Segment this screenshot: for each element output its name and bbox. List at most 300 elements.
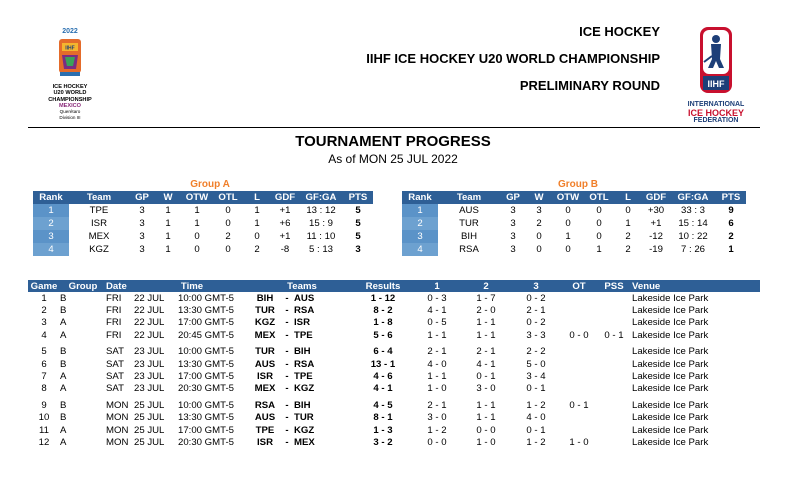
game-sep-cell: - xyxy=(285,346,289,358)
game-game-cell: 3 xyxy=(41,317,47,329)
game-result-cell: 6 - 4 xyxy=(373,346,393,358)
game-time-cell: 13:30 GMT-5 xyxy=(178,305,234,317)
standings-row xyxy=(402,243,746,256)
games-table xyxy=(28,280,760,449)
games-header-cell: PSS xyxy=(596,280,632,292)
game-game-cell: 5 xyxy=(41,346,47,358)
game-ot-cell xyxy=(562,358,596,370)
game-home-cell: AUS xyxy=(254,358,276,370)
game-day-cell: SAT xyxy=(106,358,124,370)
game-p3-cell: 0 - 1 xyxy=(526,383,546,395)
game-venue-cell: Lakeside Ice Park xyxy=(632,358,709,370)
standings-row xyxy=(33,217,373,230)
game-p3-cell: 2 - 1 xyxy=(526,305,546,317)
game-pss-cell xyxy=(596,292,632,304)
standings-cell: 0 xyxy=(625,205,631,216)
game-group-cell: B xyxy=(60,399,67,411)
championship-title: IIHF ICE HOCKEY U20 WORLD CHAMPIONSHIP xyxy=(366,51,660,66)
standings-cell: 3 xyxy=(536,205,542,216)
game-away-cell: BIH xyxy=(294,346,311,358)
game-away-cell: TPE xyxy=(294,329,313,341)
game-p1-cell: 0 - 0 xyxy=(427,436,447,448)
game-venue-cell: Lakeside Ice Park xyxy=(632,371,709,383)
game-p1-cell: 1 - 2 xyxy=(427,424,447,436)
game-game-cell: 1 xyxy=(41,292,47,304)
standings-cell: 2 xyxy=(254,244,260,255)
sport-title: ICE HOCKEY xyxy=(579,24,660,39)
game-day-cell: SAT xyxy=(106,371,124,383)
game-row xyxy=(28,383,760,395)
game-row xyxy=(28,317,760,329)
header-divider xyxy=(28,127,760,128)
group-a-standings xyxy=(33,191,373,256)
game-home-cell: RSA xyxy=(254,399,276,411)
game-ot-cell: 1 - 0 xyxy=(569,436,589,448)
game-date-cell: 22 JUL xyxy=(134,305,165,317)
standings-cell: 0 xyxy=(194,231,200,242)
round-title: PRELIMINARY ROUND xyxy=(519,78,660,93)
game-venue-cell: Lakeside Ice Park xyxy=(632,292,709,304)
standings-cell: 3 xyxy=(510,244,516,255)
standings-cell: ISR xyxy=(91,218,107,229)
standings-cell: 0 xyxy=(225,244,231,255)
game-p2-cell: 1 - 1 xyxy=(476,317,496,329)
game-p3-cell: 0 - 2 xyxy=(526,292,546,304)
game-result-cell: 1 - 3 xyxy=(373,424,393,436)
game-p2-cell: 2 - 1 xyxy=(476,346,496,358)
game-ot-cell: 0 - 0 xyxy=(569,329,589,341)
standings-row xyxy=(402,230,746,243)
standings-cell: 1 xyxy=(625,218,631,229)
standings-cell: 1 xyxy=(165,218,171,229)
event-logo-country: MEXICO xyxy=(58,102,82,109)
event-logo-line: U20 WORLD xyxy=(53,90,87,97)
game-time-cell: 10:00 GMT-5 xyxy=(178,346,234,358)
game-p3-cell: 4 - 0 xyxy=(526,412,546,424)
standings-cell: 3 xyxy=(139,218,145,229)
standings-cell: -8 xyxy=(280,244,290,255)
game-group-cell: B xyxy=(60,358,67,370)
game-game-cell: 2 xyxy=(41,305,47,317)
game-group-cell: B xyxy=(60,305,67,317)
game-p3-cell: 0 - 1 xyxy=(526,424,546,436)
game-p3-cell: 1 - 2 xyxy=(526,399,546,411)
game-p1-cell: 1 - 1 xyxy=(427,329,447,341)
game-home-cell: TUR xyxy=(255,346,275,358)
standings-cell: 3 xyxy=(355,244,361,255)
games-header-cell: Teams xyxy=(250,280,354,292)
standings-cell: 0 xyxy=(225,218,231,229)
game-venue-cell: Lakeside Ice Park xyxy=(632,329,709,341)
game-ot-cell xyxy=(562,424,596,436)
standings-cell: 5 xyxy=(355,218,361,229)
game-home-cell: TPE xyxy=(255,424,275,436)
event-logo-year: 2022 xyxy=(62,28,78,35)
game-p1-cell: 3 - 0 xyxy=(427,412,447,424)
game-pss-cell xyxy=(596,436,632,448)
game-p1-cell: 0 - 3 xyxy=(427,292,447,304)
game-sep-cell: - xyxy=(285,371,289,383)
standings-cell: 0 xyxy=(565,244,571,255)
game-away-cell: RSA xyxy=(294,305,315,317)
standings-header-cell: GF:GA xyxy=(670,191,716,204)
standings-cell: 2 xyxy=(33,217,69,230)
standings-row xyxy=(33,204,373,217)
standings-cell: 1 xyxy=(596,244,602,255)
standings-header-cell: GP xyxy=(129,191,155,204)
game-day-cell: FRI xyxy=(106,317,122,329)
game-pss-cell xyxy=(596,304,632,316)
game-p1-cell: 1 - 1 xyxy=(427,371,447,383)
game-result-cell: 8 - 2 xyxy=(373,305,393,317)
games-header-cell: Time xyxy=(134,280,250,292)
game-ot-cell xyxy=(562,292,596,304)
standings-row xyxy=(402,217,746,230)
game-day-cell: SAT xyxy=(106,346,124,358)
game-result-cell: 5 - 6 xyxy=(373,329,393,341)
game-row xyxy=(28,395,760,411)
game-p2-cell: 1 - 7 xyxy=(476,292,496,304)
game-day-cell: MON xyxy=(106,412,129,424)
game-row xyxy=(28,424,760,436)
game-group-cell: A xyxy=(60,371,67,383)
game-day-cell: MON xyxy=(106,436,129,448)
game-game-cell: 11 xyxy=(39,424,49,436)
page-title: TOURNAMENT PROGRESS xyxy=(295,133,491,150)
standings-cell: 3 xyxy=(139,205,145,216)
game-sep-cell: - xyxy=(285,424,289,436)
game-row xyxy=(28,342,760,358)
game-p3-cell: 2 - 2 xyxy=(526,346,546,358)
game-time-cell: 10:00 GMT-5 xyxy=(178,399,234,411)
standings-header-row xyxy=(33,191,373,204)
standings-header-cell: PTS xyxy=(716,191,746,204)
game-p2-cell: 0 - 0 xyxy=(476,424,496,436)
standings-header-cell: GDF xyxy=(642,191,670,204)
game-date-cell: 25 JUL xyxy=(134,412,165,424)
standings-cell: KGZ xyxy=(89,244,109,255)
game-p3-cell: 5 - 0 xyxy=(526,358,546,370)
event-logo xyxy=(30,28,110,128)
game-group-cell: A xyxy=(60,329,67,341)
game-time-cell: 17:00 GMT-5 xyxy=(178,371,234,383)
standings-header-cell: GP xyxy=(500,191,526,204)
game-pss-cell xyxy=(596,383,632,395)
game-away-cell: KGZ xyxy=(294,383,315,395)
game-time-cell: 17:00 GMT-5 xyxy=(178,317,234,329)
standings-header-cell: W xyxy=(155,191,181,204)
game-time-cell: 13:30 GMT-5 xyxy=(178,358,234,370)
games-header-cell: 3 xyxy=(510,280,562,292)
standings-cell: 2 xyxy=(225,231,231,242)
standings-header-cell: OTL xyxy=(213,191,243,204)
standings-cell: 3 xyxy=(139,244,145,255)
event-logo-division: Division III xyxy=(59,115,81,121)
game-time-cell: 20:30 GMT-5 xyxy=(178,383,234,395)
game-home-cell: ISR xyxy=(257,371,273,383)
game-game-cell: 4 xyxy=(41,329,47,341)
game-time-cell: 13:30 GMT-5 xyxy=(178,412,234,424)
standings-header-cell: PTS xyxy=(343,191,373,204)
standings-cell: +1 xyxy=(650,218,662,229)
standings-cell: 6 xyxy=(728,218,734,229)
game-date-cell: 25 JUL xyxy=(134,399,165,411)
game-time-cell: 10:00 GMT-5 xyxy=(178,292,234,304)
iihf-line: ICE HOCKEY xyxy=(687,108,744,118)
game-venue-cell: Lakeside Ice Park xyxy=(632,317,709,329)
standings-cell: TPE xyxy=(89,205,109,216)
standings-cell: 1 xyxy=(728,244,734,255)
game-result-cell: 8 - 1 xyxy=(373,412,393,424)
game-game-cell: 6 xyxy=(41,358,47,370)
standings-cell: 1 xyxy=(254,218,260,229)
game-date-cell: 23 JUL xyxy=(134,346,165,358)
game-time-cell: 20:30 GMT-5 xyxy=(178,436,234,448)
game-p3-cell: 3 - 4 xyxy=(526,371,546,383)
standings-cell: 4 xyxy=(33,243,69,256)
game-date-cell: 23 JUL xyxy=(134,383,165,395)
game-group-cell: B xyxy=(60,412,67,424)
game-away-cell: ISR xyxy=(294,317,310,329)
game-p2-cell: 2 - 0 xyxy=(476,305,496,317)
standings-cell: 5 xyxy=(355,205,361,216)
standings-cell: 0 xyxy=(596,231,602,242)
game-row xyxy=(28,304,760,316)
game-group-cell: B xyxy=(60,292,67,304)
standings-header-cell: GF:GA xyxy=(299,191,343,204)
event-logo-line: CHAMPIONSHIP xyxy=(48,96,92,103)
standings-header-cell: Team xyxy=(438,191,500,204)
standings-cell: 5 : 13 xyxy=(308,244,333,255)
standings-cell: 1 xyxy=(165,244,171,255)
svg-text:IIHF: IIHF xyxy=(65,45,75,52)
game-pss-cell xyxy=(596,342,632,358)
game-pss-cell: 0 - 1 xyxy=(604,329,624,341)
game-p2-cell: 4 - 1 xyxy=(476,358,496,370)
games-header-cell: Venue xyxy=(632,280,760,292)
event-logo-line: ICE HOCKEY xyxy=(52,84,88,90)
game-p3-cell: 1 - 2 xyxy=(526,436,546,448)
game-sep-cell: - xyxy=(285,305,289,317)
game-venue-cell: Lakeside Ice Park xyxy=(632,305,709,317)
game-p3-cell: 0 - 2 xyxy=(526,317,546,329)
game-p2-cell: 3 - 0 xyxy=(476,383,496,395)
game-venue-cell: Lakeside Ice Park xyxy=(632,346,709,358)
standings-cell: 2 xyxy=(402,217,438,230)
game-date-cell: 23 JUL xyxy=(134,358,165,370)
iihf-mark-text: IIHF xyxy=(707,79,725,89)
game-day-cell: FRI xyxy=(106,329,122,341)
game-row xyxy=(28,329,760,341)
game-sep-cell: - xyxy=(285,292,289,304)
game-day-cell: MON xyxy=(106,424,129,436)
standings-cell: BIH xyxy=(461,231,477,242)
standings-cell: 3 xyxy=(510,205,516,216)
standings-cell: +1 xyxy=(279,231,291,242)
standings-cell: 33 : 3 xyxy=(680,205,705,216)
standings-cell: 0 xyxy=(536,231,542,242)
standings-cell: 2 xyxy=(728,231,734,242)
game-time-cell: 17:00 GMT-5 xyxy=(178,424,234,436)
standings-cell: 5 xyxy=(355,231,361,242)
game-venue-cell: Lakeside Ice Park xyxy=(632,424,709,436)
standings-cell: 2 xyxy=(625,231,631,242)
standings-cell: TUR xyxy=(459,218,479,229)
game-p2-cell: 1 - 1 xyxy=(476,412,496,424)
game-pss-cell xyxy=(596,395,632,411)
standings-cell: 0 xyxy=(596,205,602,216)
game-date-cell: 23 JUL xyxy=(134,371,165,383)
game-home-cell: KGZ xyxy=(254,317,276,329)
game-p1-cell: 2 - 1 xyxy=(427,346,447,358)
games-header-cell: OT xyxy=(562,280,596,292)
standings-cell: RSA xyxy=(459,244,479,255)
iihf-shield-icon xyxy=(698,26,734,96)
standings-cell: 1 xyxy=(254,205,260,216)
standings-cell: 3 xyxy=(139,231,145,242)
game-game-cell: 10 xyxy=(38,412,50,424)
game-pss-cell xyxy=(596,370,632,382)
games-header-cell: Game xyxy=(28,280,60,292)
game-row xyxy=(28,358,760,370)
game-date-cell: 22 JUL xyxy=(134,329,165,341)
standings-row xyxy=(33,243,373,256)
game-ot-cell xyxy=(562,370,596,382)
game-game-cell: 8 xyxy=(41,383,47,395)
group-b-title: Group B xyxy=(558,179,598,190)
standings-cell: 0 xyxy=(254,231,260,242)
game-sep-cell: - xyxy=(285,412,289,424)
game-home-cell: TUR xyxy=(255,305,275,317)
standings-header-cell: W xyxy=(526,191,552,204)
game-result-cell: 1 - 12 xyxy=(370,292,396,304)
games-header-cell: 2 xyxy=(462,280,510,292)
standings-cell: 4 xyxy=(402,243,438,256)
standings-cell: 1 xyxy=(165,231,171,242)
iihf-logo xyxy=(678,26,754,128)
game-ot-cell xyxy=(562,342,596,358)
standings-cell: 1 xyxy=(165,205,171,216)
standings-cell: -12 xyxy=(649,231,663,242)
page-subtitle: As of MON 25 JUL 2022 xyxy=(328,152,458,166)
game-away-cell: AUS xyxy=(294,292,315,304)
game-sep-cell: - xyxy=(285,317,289,329)
standings-cell: 1 xyxy=(33,204,69,217)
standings-header-cell: OTL xyxy=(584,191,614,204)
game-pss-cell xyxy=(596,317,632,329)
standings-cell: +1 xyxy=(279,205,291,216)
standings-cell: 10 : 22 xyxy=(678,231,708,242)
game-sep-cell: - xyxy=(285,399,289,411)
game-day-cell: FRI xyxy=(106,305,122,317)
game-day-cell: MON xyxy=(106,399,129,411)
game-sep-cell: - xyxy=(285,383,289,395)
standings-cell: 15 : 14 xyxy=(678,218,708,229)
standings-cell: 1 xyxy=(194,218,200,229)
game-pss-cell xyxy=(596,358,632,370)
game-game-cell: 7 xyxy=(41,371,47,383)
standings-cell: 3 xyxy=(402,230,438,243)
standings-header-cell: GDF xyxy=(271,191,299,204)
game-p2-cell: 1 - 0 xyxy=(476,436,496,448)
standings-cell: 2 xyxy=(536,218,542,229)
games-header-cell: Results xyxy=(354,280,412,292)
game-group-cell: B xyxy=(60,346,67,358)
game-p3-cell: 3 - 3 xyxy=(526,329,546,341)
game-row xyxy=(28,412,760,424)
game-away-cell: RSA xyxy=(294,358,315,370)
game-p1-cell: 2 - 1 xyxy=(427,399,447,411)
standings-header-cell: Team xyxy=(69,191,129,204)
game-result-cell: 4 - 5 xyxy=(373,399,393,411)
game-home-cell: AUS xyxy=(254,412,276,424)
standings-cell: 7 : 26 xyxy=(680,244,705,255)
iihf-line: INTERNATIONAL xyxy=(687,101,745,108)
standings-cell: 3 xyxy=(510,231,516,242)
game-away-cell: TPE xyxy=(294,371,313,383)
standings-header-cell: Rank xyxy=(33,191,69,204)
game-result-cell: 3 - 2 xyxy=(373,436,393,448)
game-result-cell: 4 - 1 xyxy=(373,383,393,395)
game-day-cell: FRI xyxy=(106,292,122,304)
standings-cell: 0 xyxy=(536,244,542,255)
games-header-row xyxy=(28,280,760,292)
game-away-cell: BIH xyxy=(294,399,311,411)
games-header-cell: 1 xyxy=(412,280,462,292)
game-venue-cell: Lakeside Ice Park xyxy=(632,383,709,395)
game-result-cell: 1 - 8 xyxy=(373,317,393,329)
game-p1-cell: 4 - 0 xyxy=(427,358,447,370)
game-time-cell: 20:45 GMT-5 xyxy=(178,329,234,341)
game-ot-cell xyxy=(562,412,596,424)
game-venue-cell: Lakeside Ice Park xyxy=(632,436,709,448)
standings-cell: 0 xyxy=(565,205,571,216)
game-venue-cell: Lakeside Ice Park xyxy=(632,399,709,411)
game-row xyxy=(28,436,760,448)
standings-cell: +30 xyxy=(647,205,665,216)
game-ot-cell xyxy=(562,383,596,395)
standings-cell: 0 xyxy=(225,205,231,216)
standings-cell: 3 xyxy=(33,230,69,243)
standings-header-row xyxy=(402,191,746,204)
standings-cell: 15 : 9 xyxy=(308,218,333,229)
iihf-federation-text xyxy=(678,101,754,125)
game-p2-cell: 1 - 1 xyxy=(476,399,496,411)
game-home-cell: MEX xyxy=(254,383,276,395)
game-p2-cell: 0 - 1 xyxy=(476,371,496,383)
game-away-cell: TUR xyxy=(294,412,314,424)
standings-cell: 3 xyxy=(510,218,516,229)
game-group-cell: A xyxy=(60,317,67,329)
event-logo-city: Querétaro xyxy=(59,109,81,115)
group-a-title: Group A xyxy=(190,179,230,190)
standings-cell: 0 xyxy=(596,218,602,229)
game-result-cell: 13 - 1 xyxy=(370,358,396,370)
standings-header-cell: OTW xyxy=(181,191,213,204)
game-group-cell: A xyxy=(60,436,67,448)
standings-cell: 1 xyxy=(402,204,438,217)
game-group-cell: A xyxy=(60,383,67,395)
standings-header-cell: OTW xyxy=(552,191,584,204)
game-venue-cell: Lakeside Ice Park xyxy=(632,412,709,424)
game-date-cell: 25 JUL xyxy=(134,436,165,448)
game-p1-cell: 4 - 1 xyxy=(427,305,447,317)
game-home-cell: ISR xyxy=(257,436,273,448)
standings-cell: MEX xyxy=(88,231,110,242)
event-emblem-icon xyxy=(56,37,84,79)
game-away-cell: MEX xyxy=(294,436,315,448)
standings-cell: 0 xyxy=(194,244,200,255)
